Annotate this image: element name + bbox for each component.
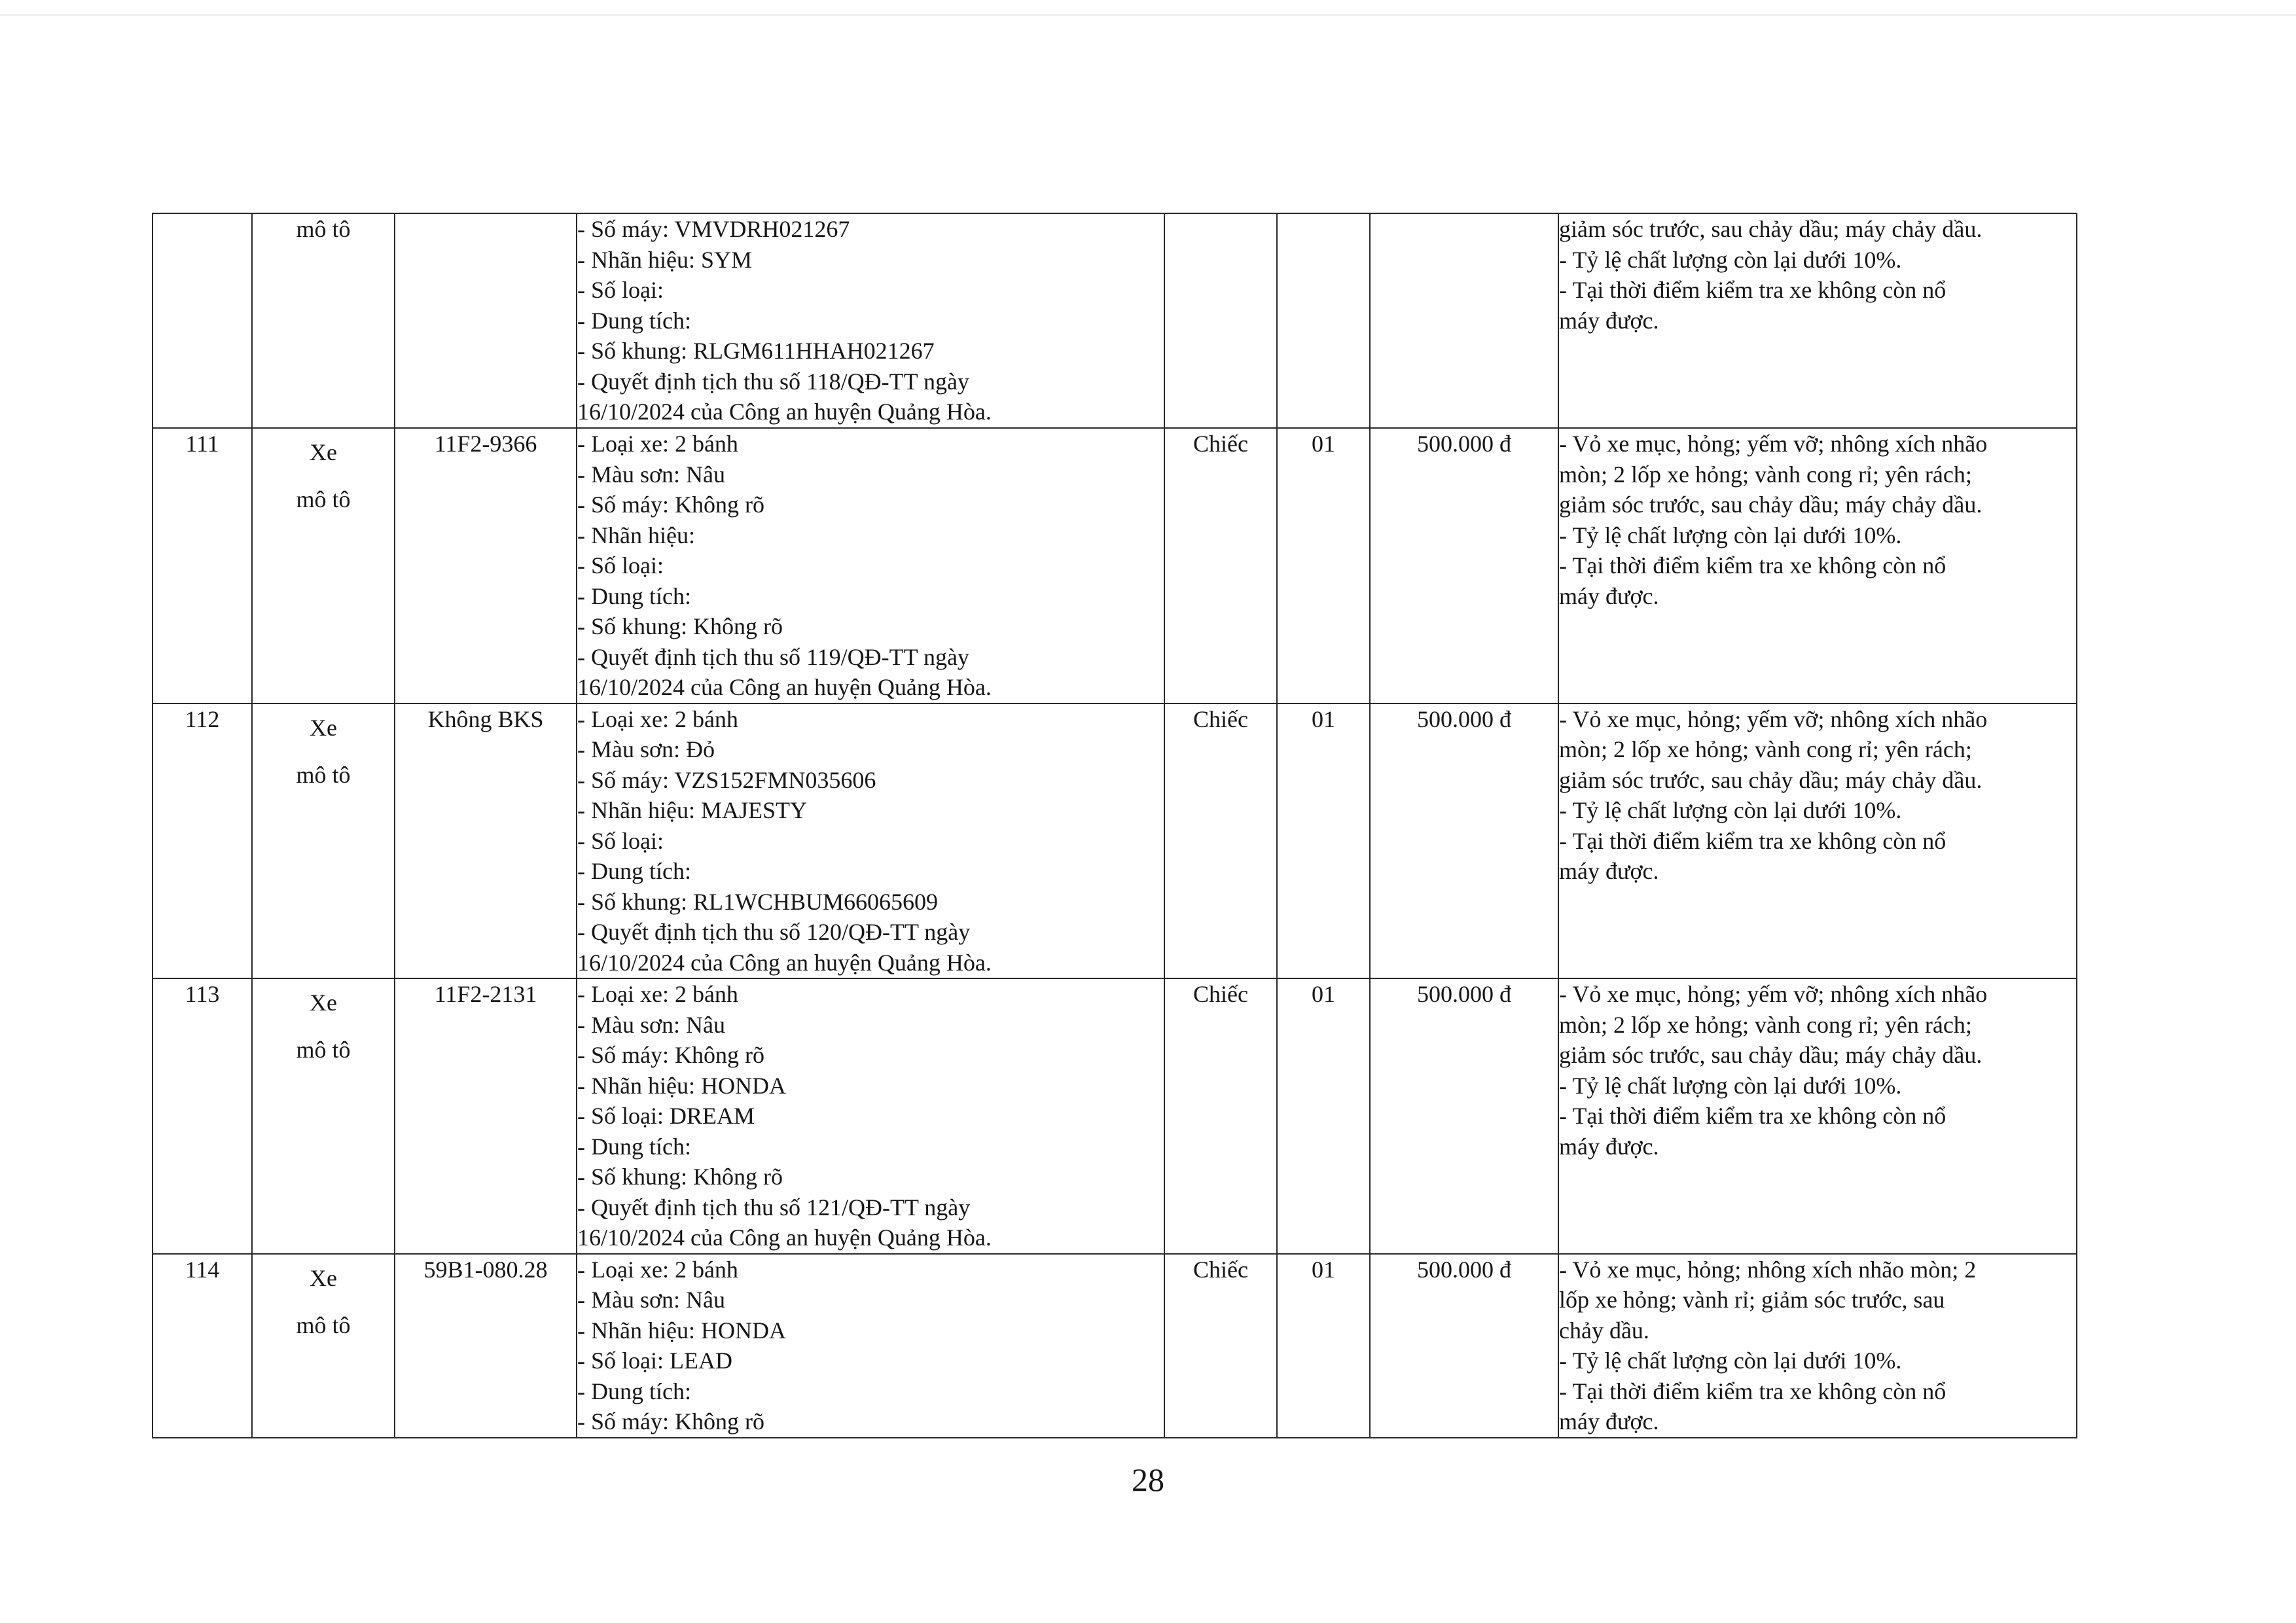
description-line: - Dung tích: <box>577 858 691 884</box>
quantity-text: 01 <box>1312 981 1335 1007</box>
asset-name-line: mô tô <box>296 1037 351 1063</box>
unit-cell <box>1164 978 1277 1254</box>
asset-name-cell <box>252 978 395 1254</box>
stt-cell <box>152 213 252 428</box>
description-line: - Số máy: Không rõ <box>577 1408 764 1435</box>
asset-name-line: mô tô <box>296 761 351 788</box>
asset-name-line: mô tô <box>296 486 351 512</box>
plate-cell <box>395 213 577 428</box>
description-line: - Dung tích: <box>577 582 691 609</box>
condition-cell <box>1558 213 2077 428</box>
quantity-text: 01 <box>1312 1256 1335 1283</box>
plate-cell <box>395 1254 577 1438</box>
asset-name-cell <box>252 428 395 704</box>
description-line: 16/10/2024 của Công an huyện Quảng Hòa. <box>577 399 992 425</box>
description-line: - Nhãn hiệu: SYM <box>577 246 752 273</box>
description-line: - Số khung: RLGM611HHAH021267 <box>577 338 935 364</box>
unit-cell <box>1164 213 1277 428</box>
unit-text: Chiếc <box>1193 1256 1248 1283</box>
condition-cell <box>1558 428 2077 704</box>
asset-name-cell <box>252 704 395 979</box>
condition-line: - Tại thời điểm kiểm tra xe không còn nổ <box>1559 827 1946 854</box>
condition-line: mòn; 2 lốp xe hỏng; vành cong rỉ; yên rách; <box>1559 461 1972 488</box>
condition-line: lốp xe hỏng; vành rỉ; giảm sóc trước, sau <box>1559 1287 1945 1313</box>
description-line: - Dung tích: <box>577 1133 691 1160</box>
condition-line: giảm sóc trước, sau chảy dầu; máy chảy dầu. <box>1559 1042 1982 1068</box>
stt-cell <box>152 978 252 1254</box>
quantity-cell <box>1277 704 1370 979</box>
condition-line: - Tỷ lệ chất lượng còn lại dưới 10%. <box>1559 1072 1902 1099</box>
condition-line: máy được. <box>1559 1133 1659 1160</box>
description-line: - Dung tích: <box>577 307 691 334</box>
description-cell <box>577 1254 1164 1438</box>
condition-line: giảm sóc trước, sau chảy dầu; máy chảy dầu. <box>1559 766 1982 793</box>
plate-text: 59B1-080.28 <box>423 1256 548 1283</box>
asset-name-line: mô tô <box>296 1311 351 1338</box>
description-line: - Loại xe: 2 bánh <box>577 431 738 457</box>
condition-line: - Tại thời điểm kiểm tra xe không còn nổ <box>1559 277 1946 303</box>
condition-line: - Tại thời điểm kiểm tra xe không còn nổ <box>1559 552 1946 579</box>
plate-text: Không BKS <box>427 705 544 732</box>
condition-line: - Tại thời điểm kiểm tra xe không còn nổ <box>1559 1378 1946 1404</box>
description-line: - Số loại: LEAD <box>577 1347 732 1374</box>
quantity-cell <box>1277 1254 1370 1438</box>
price-cell <box>1370 1254 1558 1438</box>
price-text: 500.000 đ <box>1417 981 1511 1007</box>
description-line: 16/10/2024 của Công an huyện Quảng Hòa. <box>577 674 992 700</box>
description-line: - Màu sơn: Đỏ <box>577 736 715 762</box>
table-row <box>152 213 2077 428</box>
asset-name-cell <box>252 1254 395 1438</box>
quantity-cell <box>1277 428 1370 704</box>
plate-cell <box>395 978 577 1254</box>
condition-line: - Tỷ lệ chất lượng còn lại dưới 10%. <box>1559 1347 1902 1374</box>
description-line: - Loại xe: 2 bánh <box>577 1256 738 1283</box>
description-line: - Số loại: <box>577 827 664 854</box>
description-cell <box>577 704 1164 979</box>
table-body <box>152 213 2077 1438</box>
stt-cell <box>152 704 252 979</box>
table-row <box>152 1254 2077 1438</box>
price-text: 500.000 đ <box>1417 431 1511 457</box>
description-line: - Nhãn hiệu: MAJESTY <box>577 797 807 823</box>
condition-line: giảm sóc trước, sau chảy dầu; máy chảy dầu. <box>1559 491 1982 518</box>
description-line: - Số khung: Không rõ <box>577 613 783 639</box>
stt-text: 112 <box>185 705 220 732</box>
description-line: - Màu sơn: Nâu <box>577 1011 726 1038</box>
table-row <box>152 704 2077 979</box>
condition-line: - Tỷ lệ chất lượng còn lại dưới 10%. <box>1559 522 1902 548</box>
condition-line: - Tỷ lệ chất lượng còn lại dưới 10%. <box>1559 797 1902 823</box>
description-line: - Số loại: <box>577 277 664 303</box>
condition-line: giảm sóc trước, sau chảy dầu; máy chảy dầu. <box>1559 216 1982 242</box>
asset-name-line: Xe <box>310 439 337 465</box>
description-line: - Loại xe: 2 bánh <box>577 705 738 732</box>
unit-cell <box>1164 704 1277 979</box>
stt-text: 114 <box>185 1256 220 1283</box>
unit-text: Chiếc <box>1193 981 1248 1007</box>
condition-line: máy được. <box>1559 1408 1659 1435</box>
condition-cell <box>1558 1254 2077 1438</box>
condition-line: máy được. <box>1559 582 1659 609</box>
price-text: 500.000 đ <box>1417 705 1511 732</box>
asset-name-line: Xe <box>310 1264 337 1291</box>
condition-line: - Tỷ lệ chất lượng còn lại dưới 10%. <box>1559 246 1902 273</box>
asset-name-line: mô tô <box>296 216 351 242</box>
description-cell <box>577 428 1164 704</box>
description-line: - Số loại: DREAM <box>577 1103 755 1129</box>
page-number: 28 <box>1132 1461 1164 1498</box>
description-line: - Loại xe: 2 bánh <box>577 981 738 1007</box>
description-line: - Số máy: VZS152FMN035606 <box>577 766 876 793</box>
description-line: - Số máy: VMVDRH021267 <box>577 216 850 242</box>
quantity-text: 01 <box>1312 431 1335 457</box>
description-line: - Quyết định tịch thu số 121/QĐ-TT ngày <box>577 1194 971 1221</box>
condition-cell <box>1558 704 2077 979</box>
condition-line: máy được. <box>1559 858 1659 884</box>
condition-line: máy được. <box>1559 307 1659 334</box>
unit-text: Chiếc <box>1193 431 1248 457</box>
description-line: - Quyết định tịch thu số 118/QĐ-TT ngày <box>577 368 969 395</box>
condition-line: - Vỏ xe mục, hỏng; yếm vỡ; nhông xích nhão <box>1559 705 1988 732</box>
price-cell <box>1370 428 1558 704</box>
unit-cell <box>1164 428 1277 704</box>
description-line: 16/10/2024 của Công an huyện Quảng Hòa. <box>577 1224 992 1251</box>
plate-text: 11F2-9366 <box>434 431 537 457</box>
scan-edge-line <box>0 14 2296 16</box>
condition-line: mòn; 2 lốp xe hỏng; vành cong rỉ; yên rách; <box>1559 736 1972 762</box>
description-line: 16/10/2024 của Công an huyện Quảng Hòa. <box>577 949 992 976</box>
condition-line: - Vỏ xe mục, hỏng; nhông xích nhão mòn; 2 <box>1559 1256 1977 1283</box>
description-line: - Số khung: RL1WCHBUM66065609 <box>577 888 939 915</box>
description-line: - Nhãn hiệu: HONDA <box>577 1072 786 1099</box>
description-line: - Màu sơn: Nâu <box>577 461 726 488</box>
asset-name-cell <box>252 213 395 428</box>
condition-line: - Tại thời điểm kiểm tra xe không còn nổ <box>1559 1103 1946 1129</box>
plate-cell <box>395 704 577 979</box>
price-cell <box>1370 978 1558 1254</box>
asset-name-line: Xe <box>310 714 337 741</box>
quantity-text: 01 <box>1312 705 1335 732</box>
table-row <box>152 978 2077 1254</box>
condition-line: chảy dầu. <box>1559 1317 1649 1344</box>
description-line: - Quyết định tịch thu số 119/QĐ-TT ngày <box>577 643 969 670</box>
description-line: - Nhãn hiệu: HONDA <box>577 1317 786 1344</box>
plate-cell <box>395 428 577 704</box>
description-line: - Dung tích: <box>577 1378 691 1404</box>
description-line: - Số máy: Không rõ <box>577 1042 764 1068</box>
condition-cell <box>1558 978 2077 1254</box>
stt-text: 111 <box>185 431 219 457</box>
asset-table <box>152 213 2077 1438</box>
stt-cell <box>152 1254 252 1438</box>
asset-name-line: Xe <box>310 990 337 1016</box>
quantity-cell <box>1277 213 1370 428</box>
description-line: - Quyết định tịch thu số 120/QĐ-TT ngày <box>577 919 971 945</box>
price-cell <box>1370 213 1558 428</box>
price-cell <box>1370 704 1558 979</box>
plate-text: 11F2-2131 <box>434 981 537 1007</box>
stt-cell <box>152 428 252 704</box>
table-row <box>152 428 2077 704</box>
description-cell <box>577 213 1164 428</box>
description-line: - Số khung: Không rõ <box>577 1164 783 1190</box>
condition-line: - Vỏ xe mục, hỏng; yếm vỡ; nhông xích nhão <box>1559 981 1988 1007</box>
description-line: - Màu sơn: Nâu <box>577 1287 726 1313</box>
condition-line: mòn; 2 lốp xe hỏng; vành cong rỉ; yên rách; <box>1559 1011 1972 1038</box>
price-text: 500.000 đ <box>1417 1256 1511 1283</box>
unit-cell <box>1164 1254 1277 1438</box>
description-cell <box>577 978 1164 1254</box>
quantity-cell <box>1277 978 1370 1254</box>
condition-line: - Vỏ xe mục, hỏng; yếm vỡ; nhông xích nhão <box>1559 431 1988 457</box>
stt-text: 113 <box>185 981 220 1007</box>
description-line: - Số loại: <box>577 552 664 579</box>
unit-text: Chiếc <box>1193 705 1248 732</box>
description-line: - Nhãn hiệu: <box>577 522 695 548</box>
description-line: - Số máy: Không rõ <box>577 491 764 518</box>
